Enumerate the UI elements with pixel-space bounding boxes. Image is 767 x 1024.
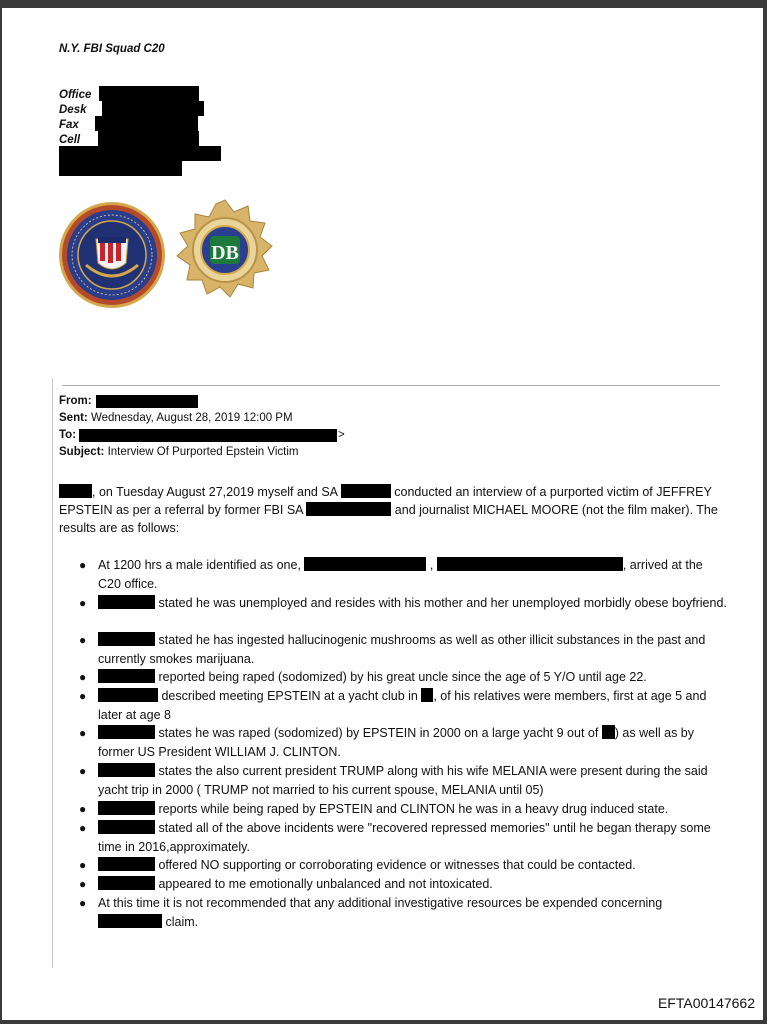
redaction-inline: [98, 669, 155, 683]
fax-label: Fax: [59, 119, 79, 131]
redaction-to: [79, 429, 337, 442]
svg-text:DB: DB: [211, 242, 239, 264]
redaction-fax: [95, 116, 198, 131]
bullet-icon: ●: [79, 558, 87, 572]
bullet-text: states he was raped (sodomized) by EPSTEIN in 2000 on a large yacht 9 out of: [158, 726, 599, 740]
intro-text-1: , on Tuesday August 27,2019 myself and SA: [92, 485, 338, 499]
bullet-icon: ●: [79, 726, 87, 740]
bullet-icon: ●: [79, 670, 87, 684]
margin-rule: [52, 378, 53, 968]
bullet-icon: ●: [79, 877, 87, 891]
intro-paragraph: [59, 483, 719, 537]
to-label: To:: [59, 429, 77, 441]
bullet-icon: ●: [79, 689, 87, 703]
bullet-icon: ●: [79, 821, 87, 835]
redaction-inline: [98, 820, 155, 834]
bullet-text: reports while being raped by EPSTEIN and CLINTON he was in a heavy drug induced state.: [158, 802, 669, 816]
redaction-line6: [59, 161, 182, 176]
from-line: [59, 393, 92, 410]
bullet-text: stated he has ingested hallucinogenic mushrooms as well as other illicit substances in the past and currently smokes marijuana.: [98, 633, 706, 666]
bullet-text: stated all of the above incidents were "recovered repressed memories" until he began therapy some time in 2016,approximately.: [98, 821, 711, 854]
redaction-inline: [602, 725, 615, 739]
redaction-cell: [98, 131, 199, 146]
redaction-inline: [98, 688, 158, 702]
bullet-icon: ●: [79, 596, 87, 610]
redaction-inline: [306, 502, 391, 516]
cell-label: Cell: [59, 134, 81, 146]
redaction-inline: [98, 876, 155, 890]
redaction-office: [99, 86, 199, 101]
bullet-text: reported being raped (sodomized) by his great uncle since the age of 5 Y/O until age 22.: [158, 670, 647, 684]
bullet-text: At this time it is not recommended that any additional investigative resources be expended concerning: [98, 896, 663, 910]
redaction-inline: [98, 914, 162, 928]
bullet-text: described meeting EPSTEIN at a yacht club in: [161, 689, 418, 703]
sent-label: Sent:: [59, 412, 88, 424]
redaction-inline: [421, 688, 433, 702]
bullet-icon: ●: [79, 858, 87, 872]
bullet-text: states the also current president TRUMP along with his wife MELANIA were present during the said yacht trip in 2000 ( TRUMP not married to his current spouse, MELANIA until 05): [98, 764, 708, 797]
header-divider: [62, 385, 720, 386]
from-label: From:: [59, 395, 92, 407]
redaction-inline: [59, 484, 92, 498]
sent-line: [59, 410, 293, 427]
redaction-desk: [102, 101, 204, 116]
subject-line: [59, 444, 298, 461]
fbi-seal-icon: [56, 201, 168, 309]
bullet-text: stated he was unemployed and resides with his mother and her unemployed morbidly obese boyfriend.: [158, 596, 727, 610]
squad-heading: N.Y. FBI Squad C20: [59, 43, 165, 55]
desk-label: Desk: [59, 104, 87, 116]
bullet-text: , arrived at the C20 office.: [98, 558, 703, 591]
subject-label: Subject:: [59, 446, 105, 458]
bullet-icon: ●: [79, 764, 87, 778]
bullet-text: At 1200 hrs a male identified as one,: [98, 558, 301, 572]
redaction-inline: [304, 557, 426, 571]
bullet-text: appeared to me emotionally unbalanced and not intoxicated.: [158, 877, 493, 891]
sent-value: Wednesday, August 28, 2019 12:00 PM: [90, 412, 293, 424]
bullet-icon: ●: [79, 633, 87, 647]
redaction-inline: [341, 484, 391, 498]
intro-text-2: conducted an interview of a purported victim of JEFFREY EPSTEIN as per a referral by former FBI SA: [59, 485, 712, 517]
db-badge-icon: [174, 198, 276, 306]
document-id: EFTA00147662: [657, 995, 755, 1011]
document-page: [2, 8, 763, 1020]
redaction-inline: [437, 557, 623, 571]
bullet-text: claim.: [165, 914, 199, 929]
redaction-inline: [98, 632, 155, 646]
bullet-text: ,: [429, 558, 434, 572]
office-label: Office: [59, 89, 92, 101]
redaction-inline: [98, 801, 155, 815]
intro-text-3: and journalist MICHAEL MOORE (not the film maker). The results are as follows:: [59, 503, 718, 535]
redaction-inline: [98, 857, 155, 871]
bullet-icon: ●: [79, 802, 87, 816]
to-suffix: >: [338, 429, 345, 441]
bullet-text: ) as well as by former US President WILLIAM J. CLINTON.: [98, 726, 694, 759]
redaction-inline: [98, 725, 155, 739]
redaction-inline: [98, 595, 155, 609]
redaction-inline: [98, 763, 155, 777]
redaction-line5: [59, 146, 221, 161]
subject-value: Interview Of Purported Epstein Victim: [107, 446, 299, 458]
bullet-text: , of his relatives were members, first at age 5 and later at age 8: [98, 689, 707, 722]
to-line: [59, 427, 76, 444]
bullet-text: offered NO supporting or corroborating evidence or witnesses that could be contacted.: [158, 858, 636, 872]
redaction-from: [96, 395, 198, 408]
bullet-icon: ●: [79, 896, 87, 910]
